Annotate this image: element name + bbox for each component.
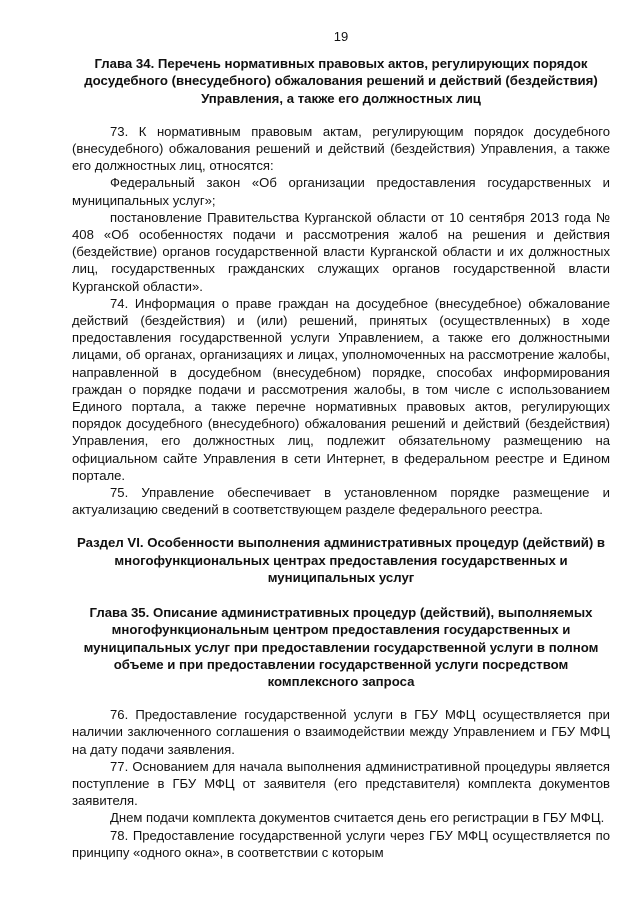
paragraph-federal-law: Федеральный закон «Об организации предоставления государственных и муниципальных услуг»; (72, 175, 610, 208)
paragraph-78: 78. Предоставление государственной услуги через ГБУ МФЦ осуществляется по принципу «одного окна», в соответствии с которым (72, 827, 610, 860)
paragraph-77: 77. Основанием для начала выполнения административной процедуры является поступление в ГБУ МФЦ от заявителя (его представителя) комплекта документов заявителя. (72, 758, 610, 809)
paragraph-government-decree: постановление Правительства Курганской области от 10 сентября 2013 года № 408 «Об особенностях подачи и рассмотрения жалоб на решения и действия (бездействие) органов государственной власти Курганской области и их должностных лиц, государственных гражданских служащих органов государственной власти Курганской области». (72, 209, 610, 294)
page-number: 19 (333, 29, 349, 44)
section-6-heading: Раздел VI. Особенности выполнения административных процедур (действий) в многофункциональных центрах предоставления государственных и муниципальных услуг (76, 535, 605, 585)
chapter-35-heading: Глава 35. Описание административных процедур (действий), выполняемых многофункциональным центром предоставления государственных и муниципальных услуг при предоставлении государственной услуги в полном объеме и при предоставлении государственной услуги посредством комплексного запроса (83, 605, 599, 689)
paragraph-76: 76. Предоставление государственной услуги в ГБУ МФЦ осуществляется при наличии заключенного соглашения о взаимодействии между Управлением и ГБУ МФЦ на дату подачи заявления. (72, 707, 610, 757)
paragraph-74: 74. Информация о праве граждан на досудебное (внесудебное) обжалование действий (бездействия) и (или) решений, принятых (осуществленных) в ходе предоставления государственной услуги Управлением, а также его должностными лицами, об органах, организациях и лицах, уполномоченных на рассмотрение жалобы, направленной в досудебном (внесудебном) порядке, способах информирования граждан о порядке подачи и рассмотрения жалобы, в том числе с использованием Единого портала, а также перечне нормативных правовых актов, регулирующих порядок досудебного (внесудебного) обжалования решений и действий (бездействия) Управления, его должностных лиц, подлежит обязательному размещению на официальном сайте Управления в сети Интернет, в федеральном реестре и Едином портале. (72, 295, 610, 483)
chapter-34-heading: Глава 34. Перечень нормативных правовых актов, регулирующих порядок досудебного (внесудебного) обжалования решений и действий (бездействия) Управления, а также его должностных лиц (84, 56, 598, 106)
paragraph-73: 73. К нормативным правовым актам, регулирующим порядок досудебного (внесудебного) обжалования решений и действий (бездействия) Управления, а также его должностных лиц, относятся: (72, 123, 610, 174)
paragraph-75: 75. Управление обеспечивает в установленном порядке размещение и актуализацию сведений в соответствующем разделе федерального реестра. (72, 485, 610, 518)
paragraph-submission-day: Днем подачи комплекта документов считается день его регистрации в ГБУ МФЦ. (110, 810, 605, 826)
document-page (72, 28, 610, 861)
